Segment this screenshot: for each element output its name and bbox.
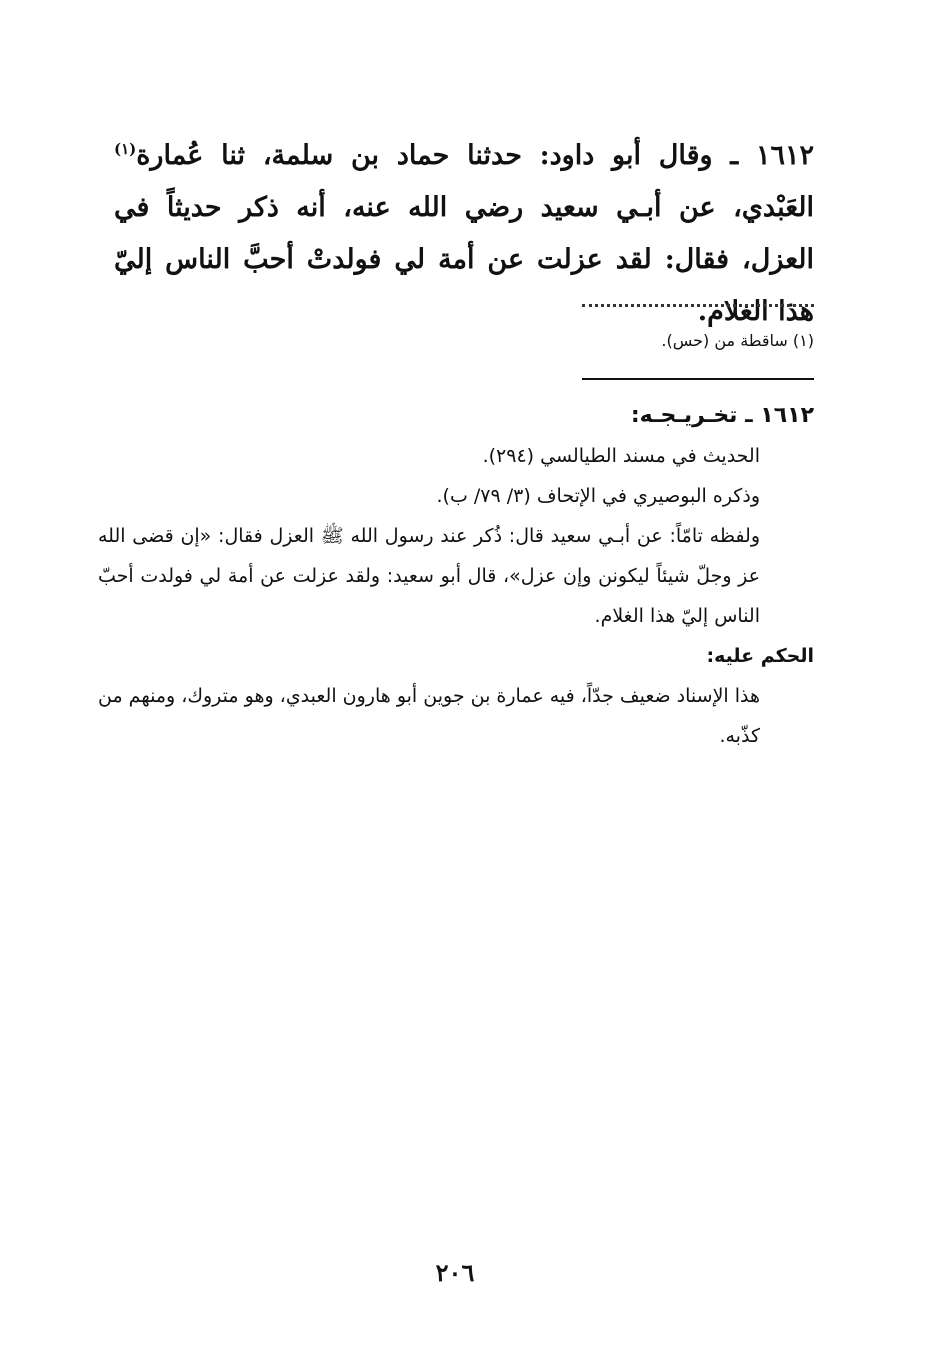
- takhrij-heading: ١٦١٢ ـ تخـريـجـه:: [630, 403, 814, 428]
- takhrij-full-wording: ولفظه تامّاً: عن أبـي سعيد قال: ذُكر عند رسول الله ﷺ العزل فقال: «إن قضى الله عز وجلّ شيئاً ليكونن وإن عزل»، قال أبو سعيد: ولقد عزلت عن أمة لي فولدت أحبّ الناس إليّ هذا الغلام.: [98, 525, 760, 627]
- footnote-reference: (١): [114, 140, 137, 158]
- page-number: ٢٠٦: [435, 1258, 475, 1287]
- takhrij-line-2: وذكره البوصيري في الإتحاف (٣/ ٧٩/ ب).: [436, 485, 760, 507]
- hadith-opening: ١٦١٢ ـ وقال أبو داود: حدثنا حماد بن سلمة، ثنا عُمارة: [136, 140, 814, 171]
- hukm-text: هذا الإسناد ضعيف جدّاً، فيه عمارة بن جوين أبو هارون العبدي، وهو متروك، ومنهم من كذّبه.: [98, 685, 760, 747]
- footnote-separator-dotted: [582, 304, 814, 307]
- footnote-1: (١) ساقطة من (حس).: [661, 331, 814, 350]
- hukm-heading: الحكم عليه:: [706, 645, 814, 667]
- section-separator: [582, 378, 814, 380]
- takhrij-section: [98, 396, 814, 756]
- takhrij-line-1: الحديث في مسند الطيالسي (٢٩٤).: [482, 445, 760, 467]
- hadith-continuation: العَبْدي، عن أبـي سعيد رضي الله عنه، أنه ذكر حديثاً في العزل، فقال: لقد عزلت عن أمة لي فولدتْ أحبَّ الناس إليّ هذا الغلام.: [114, 192, 814, 327]
